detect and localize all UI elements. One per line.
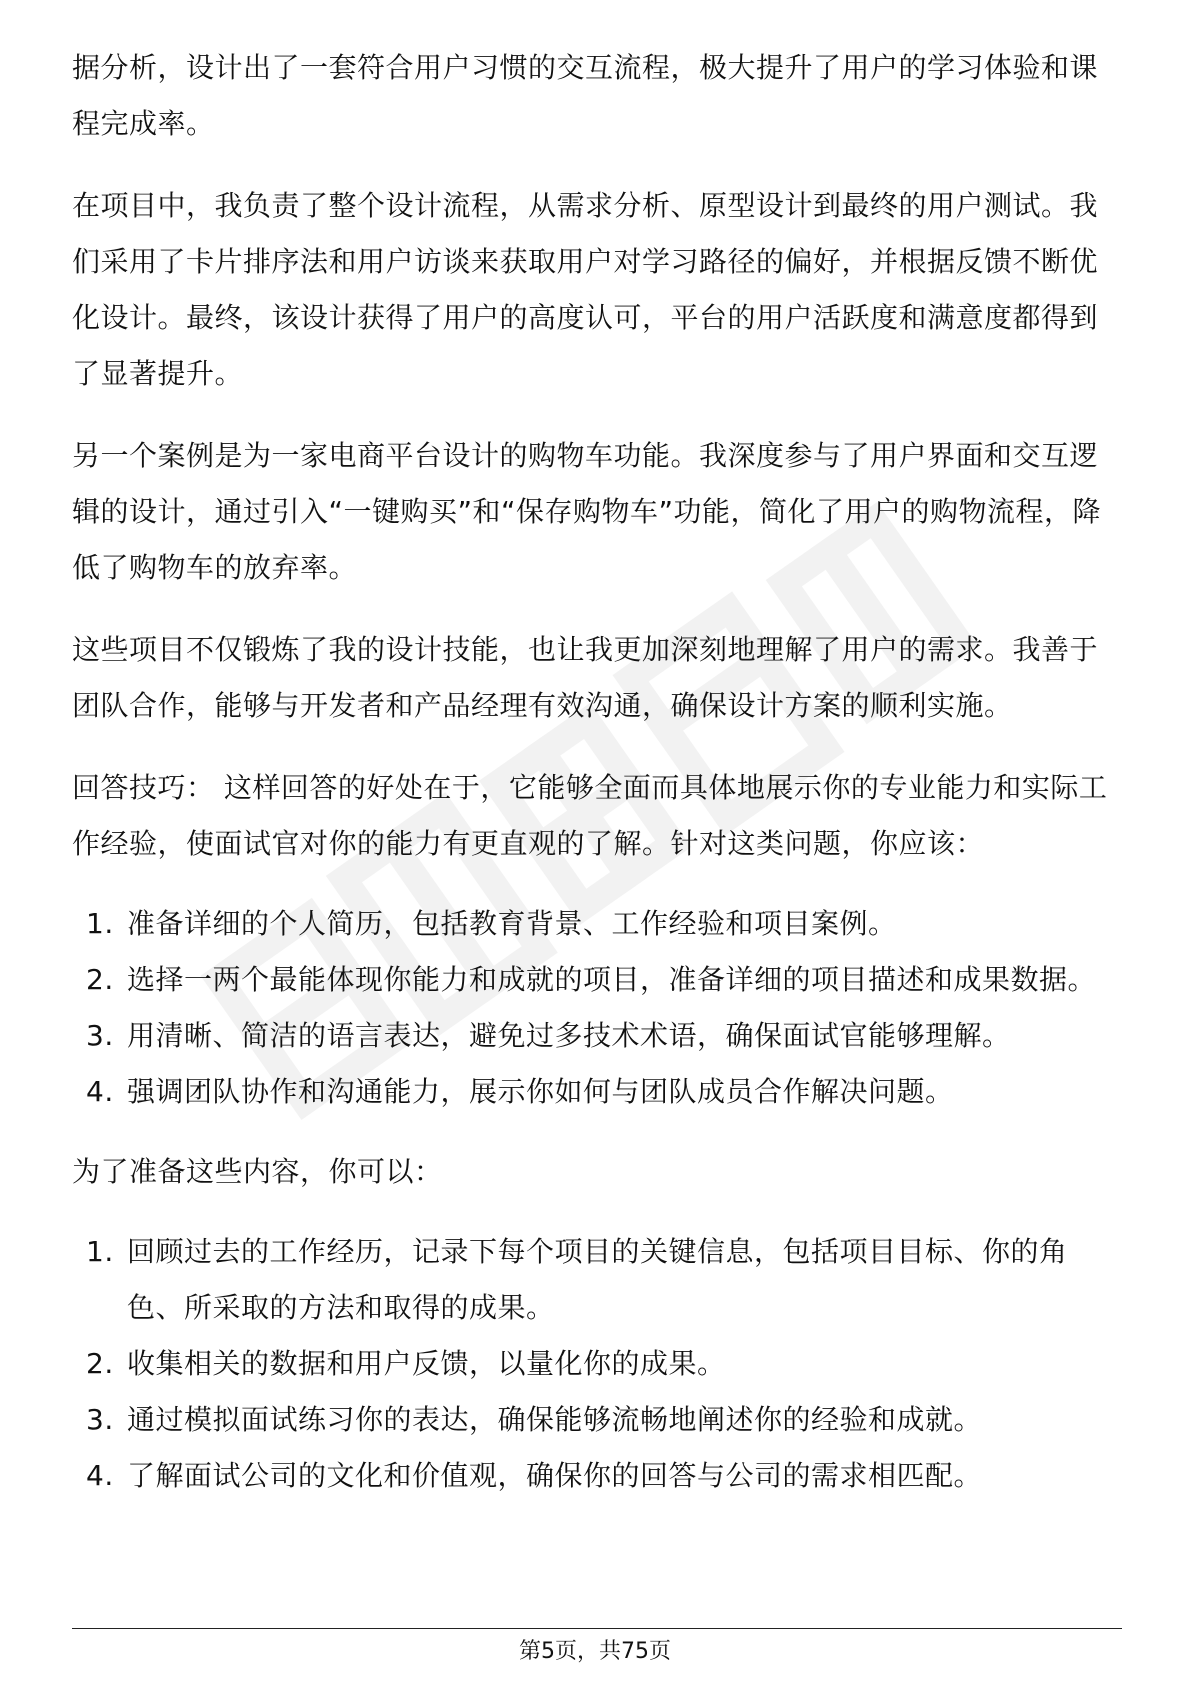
footer-divider — [72, 1628, 1122, 1629]
list-number: 2. — [86, 1347, 114, 1380]
list-item — [72, 1392, 1122, 1448]
paragraph-answer-tips: 回答技巧： 这样回答的好处在于，它能够全面而具体地展示你的专业能力和实际工作经验，使面试官对你的能力有更直观的了解。针对这类问题，你应该： — [72, 771, 1108, 860]
list-item — [72, 896, 1122, 952]
paragraph-prep-intro: 为了准备这些内容，你可以： — [72, 1155, 443, 1188]
list-item-text: 准备详细的个人简历，包括教育背景、工作经验和项目案例。 — [127, 907, 897, 940]
list-item-text: 通过模拟面试练习你的表达，确保能够流畅地阐述你的经验和成就。 — [127, 1403, 983, 1436]
list-item-text: 选择一两个最能体现你能力和成就的项目，准备详细的项目描述和成果数据。 — [127, 963, 1097, 996]
list-item-text: 收集相关的数据和用户反馈，以量化你的成果。 — [127, 1347, 726, 1380]
list-number: 1. — [86, 907, 114, 940]
list-number: 2. — [86, 963, 114, 996]
list-item — [72, 952, 1122, 1008]
list-number: 4. — [86, 1075, 114, 1108]
list-number: 3. — [86, 1019, 114, 1052]
tips-list — [72, 896, 1122, 1120]
list-item — [72, 1224, 1122, 1336]
paragraph-project-process: 在项目中，我负责了整个设计流程，从需求分析、原型设计到最终的用户测试。我们采用了卡片排序法和用户访谈来获取用户对学习路径的偏好，并根据反馈不断优化设计。最终，该设计获得了用户的高度认可，平台的用户活跃度和满意度都得到了显著提升。 — [72, 189, 1099, 390]
prep-list — [72, 1224, 1122, 1504]
list-item — [72, 1008, 1122, 1064]
list-item — [72, 1448, 1122, 1504]
list-number: 4. — [86, 1459, 114, 1492]
list-item-text: 用清晰、简洁的语言表达，避免过多技术术语，确保面试官能够理解。 — [127, 1019, 1011, 1052]
paragraph-ecommerce-case: 另一个案例是为一家电商平台设计的购物车功能。我深度参与了用户界面和交互逻辑的设计，通过引入“一键购买”和“保存购物车”功能，简化了用户的购物流程，降低了购物车的放弃率。 — [72, 439, 1102, 584]
list-number: 3. — [86, 1403, 114, 1436]
list-item — [72, 1064, 1122, 1120]
page-number: 第5页，共75页 — [519, 1639, 671, 1664]
paragraph-skills-summary: 这些项目不仅锻炼了我的设计技能，也让我更加深刻地理解了用户的需求。我善于团队合作，能够与开发者和产品经理有效沟通，确保设计方案的顺利实施。 — [72, 633, 1099, 722]
list-number: 1. — [86, 1235, 114, 1268]
list-item — [72, 1336, 1122, 1392]
list-item-text: 了解面试公司的文化和价值观，确保你的回答与公司的需求相匹配。 — [127, 1459, 983, 1492]
document-body — [72, 40, 1122, 1504]
list-item-text: 强调团队协作和沟通能力，展示你如何与团队成员合作解决问题。 — [127, 1075, 954, 1108]
paragraph-intro-continuation: 据分析，设计出了一套符合用户习惯的交互流程，极大提升了用户的学习体验和课程完成率。 — [72, 51, 1099, 140]
list-item-text: 回顾过去的工作经历，记录下每个项目的关键信息，包括项目目标、你的角色、所采取的方法和取得的成果。 — [127, 1235, 1068, 1324]
